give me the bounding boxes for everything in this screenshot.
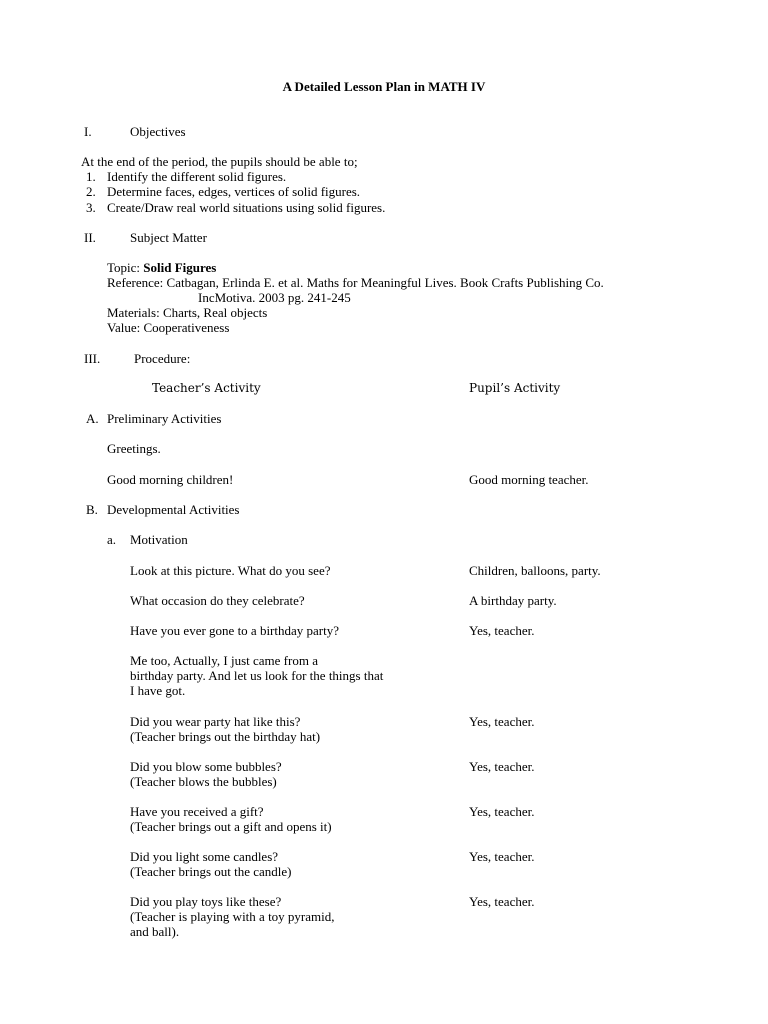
preliminary-letter: A.: [86, 411, 99, 426]
teacher-line: Did you wear party hat like this?: [130, 714, 301, 729]
page-title: A Detailed Lesson Plan in MATH IV: [282, 79, 486, 94]
teacher-line: Did you light some candles?: [130, 849, 279, 864]
preliminary-heading: Preliminary Activities: [107, 411, 222, 426]
teacher-activity-header: Teacher’s Activity: [152, 381, 261, 395]
teacher-line: Have you ever gone to a birthday party?: [130, 623, 340, 638]
teacher-line: Did you play toys like these?: [130, 894, 282, 909]
topic-line: [107, 260, 216, 275]
developmental-heading: Developmental Activities: [107, 502, 240, 517]
objective-item: Identify the different solid figures.: [107, 169, 287, 184]
teacher-line: (Teacher brings out the birthday hat): [130, 729, 321, 744]
teacher-line: Have you received a gift?: [130, 804, 264, 819]
greetings-line: Greetings.: [107, 441, 161, 456]
teacher-line: Look at this picture. What do you see?: [130, 563, 331, 578]
value-line: Value: Cooperativeness: [107, 320, 230, 335]
motivation-letter: a.: [107, 532, 117, 547]
objective-number: 3.: [86, 200, 96, 215]
objectives-numeral: I.: [84, 124, 92, 139]
pupil-activity-header: Pupil’s Activity: [469, 381, 561, 395]
pupil-response: Yes, teacher.: [469, 714, 535, 729]
teacher-line: (Teacher is playing with a toy pyramid,: [130, 909, 335, 924]
teacher-line: (Teacher brings out a gift and opens it): [130, 819, 332, 834]
teacher-line: (Teacher blows the bubbles): [130, 774, 277, 789]
teacher-line: I have got.: [130, 683, 186, 698]
pupil-response: Yes, teacher.: [469, 759, 535, 774]
objective-number: 1.: [86, 169, 96, 184]
pupil-response: Yes, teacher.: [469, 894, 535, 909]
pupil-response: Yes, teacher.: [469, 849, 535, 864]
motivation-heading: Motivation: [130, 532, 188, 547]
objectives-intro: At the end of the period, the pupils should be able to;: [81, 154, 358, 169]
topic-value: Solid Figures: [143, 260, 217, 275]
objective-number: 2.: [86, 184, 96, 199]
subject-matter-heading: Subject Matter: [130, 230, 207, 245]
topic-label: Topic:: [107, 260, 144, 275]
pupil-response: A birthday party.: [469, 593, 557, 608]
reference-line-2: IncMotiva. 2003 pg. 241-245: [198, 290, 351, 305]
reference-line-1: Reference: Catbagan, Erlinda E. et al. Maths for Meaningful Lives. Book Crafts Publishing Co.: [107, 275, 604, 290]
developmental-letter: B.: [86, 502, 98, 517]
teacher-line: and ball).: [130, 924, 180, 939]
teacher-line: What occasion do they celebrate?: [130, 593, 305, 608]
teacher-line: (Teacher brings out the candle): [130, 864, 292, 879]
pupil-response: Yes, teacher.: [469, 804, 535, 819]
teacher-line: birthday party. And let us look for the things that: [130, 668, 384, 683]
pupil-response: Children, balloons, party.: [469, 563, 601, 578]
pupil-response: Yes, teacher.: [469, 623, 535, 638]
procedure-heading: Procedure:: [134, 351, 191, 366]
procedure-numeral: III.: [84, 351, 101, 366]
subject-matter-numeral: II.: [84, 230, 96, 245]
materials-line: Materials: Charts, Real objects: [107, 305, 268, 320]
objectives-heading: Objectives: [130, 124, 186, 139]
pupil-greeting: Good morning teacher.: [469, 472, 589, 487]
teacher-line: Did you blow some bubbles?: [130, 759, 282, 774]
teacher-line: Me too, Actually, I just came from a: [130, 653, 318, 668]
objective-item: Create/Draw real world situations using solid figures.: [107, 200, 386, 215]
teacher-greeting: Good morning children!: [107, 472, 234, 487]
objective-item: Determine faces, edges, vertices of solid figures.: [107, 184, 361, 199]
